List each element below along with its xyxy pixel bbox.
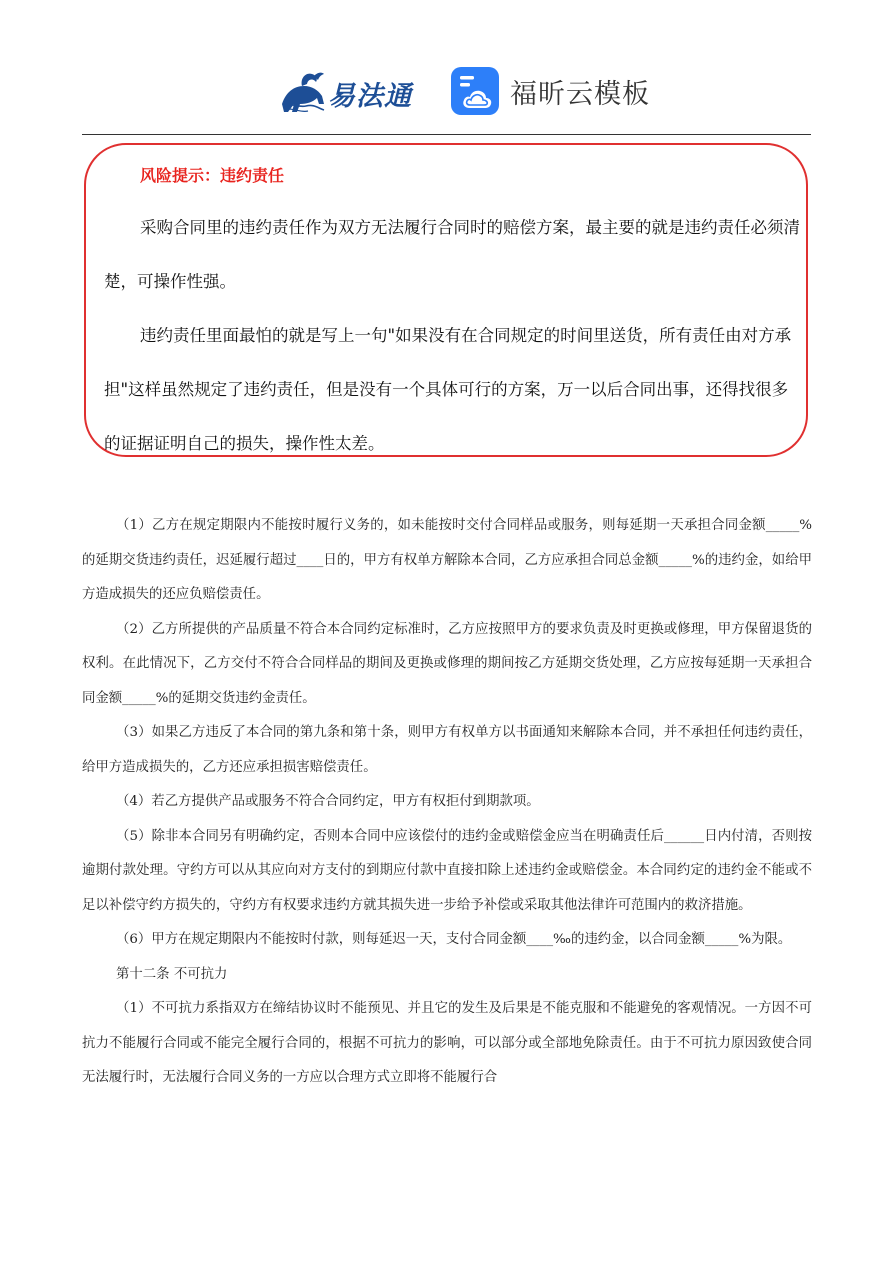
yifatong-logo: [276, 64, 426, 118]
cloud-document-icon: [450, 66, 500, 116]
clause-paragraph: （5）除非本合同另有明确约定，否则本合同中应该偿付的违约金或赔偿金应当在明确责任后______日内付清，否则按逾期付款处理。守约方可以从其应向对方支付的到期应付款中直接扣除上述违约金或赔偿金。本合同约定的违约金不能或不足以补偿守约方损失的，守约方有权要求违约方就其损失进一步给予补偿或采取其他法律许可范围内的救济措施。: [82, 828, 812, 913]
clause-paragraph: （6）甲方在规定期限内不能按时付款，则每延迟一天，支付合同金额____‰的违约金，以合同金额_____%为限。: [116, 932, 792, 947]
risk-tip-paragraph: 采购合同里的违约责任作为双方无法履行合同时的赔偿方案，最主要的就是违约责任必须清楚，可操作性强。: [104, 218, 800, 291]
clause-paragraph: （3）如果乙方违反了本合同的第九条和第十条，则甲方有权单方以书面通知来解除本合同，并不承担任何违约责任，给甲方造成损失的，乙方还应承担损害赔偿责任。: [82, 725, 812, 775]
clause-paragraph: （1）乙方在规定期限内不能按时履行义务的，如未能按时交付合同样品或服务，则每延期一天承担合同金额_____%的延期交货违约责任，迟延履行超过____日的，甲方有权单方解除本合同，乙方应承担合同总金额_____%的违约金，如给甲方造成损失的还应负赔偿责任。: [82, 518, 812, 602]
clause-paragraph: （4）若乙方提供产品或服务不符合合同约定，甲方有权拒付到期款项。: [116, 794, 540, 809]
article-heading: 第十二条 不可抗力: [116, 966, 228, 982]
risk-tip-paragraph: 违约责任里面最怕的就是写上一句"如果没有在合同规定的时间里送货，所有责任由对方承担"这样虽然规定了违约责任，但是没有一个具体可行的方案，万一以后合同出事，还得找很多的证据证明自己的损失，操作性太差。: [104, 326, 792, 453]
qilin-emblem-icon: [276, 64, 330, 118]
header-divider: [82, 134, 811, 135]
risk-tip-box: [84, 143, 808, 457]
clause-paragraph: （1）不可抗力系指双方在缔结协议时不能预见、并且它的发生及后果是不能克服和不能避免的客观情况。一方因不可抗力不能履行合同或不能完全履行合同的，根据不可抗力的影响，可以部分或全部地免除责任。由于不可抗力原因致使合同无法履行时，无法履行合同义务的一方应以合理方式立即将不能履行合: [82, 1001, 812, 1085]
contract-body: [82, 509, 812, 1096]
clause-paragraph: （2）乙方所提供的产品质量不符合本合同约定标准时，乙方应按照甲方的要求负责及时更换或修理，甲方保留退货的权利。在此情况下，乙方交付不符合合同样品的期间及更换或修理的期间按乙方延期交货处理，乙方应按每延期一天承担合同金额_____%的延期交货违约金责任。: [82, 621, 812, 706]
risk-tip-title: 风险提示：违约责任: [140, 166, 285, 185]
page-header: [0, 58, 893, 124]
yifatong-logo-text: 易法通: [328, 81, 412, 112]
foxit-template-logo-text: 福昕云模板: [510, 79, 650, 110]
